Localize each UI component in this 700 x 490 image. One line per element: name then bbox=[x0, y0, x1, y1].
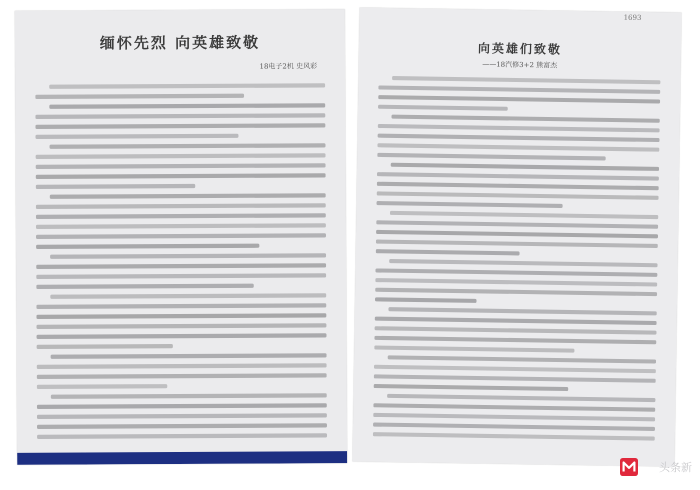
blurred-text-line bbox=[36, 163, 326, 169]
blurred-text-line bbox=[37, 423, 327, 429]
left-body-lines bbox=[35, 81, 327, 443]
left-essay-page bbox=[15, 9, 347, 465]
right-essay-page bbox=[352, 7, 681, 466]
blurred-text-line bbox=[36, 273, 326, 279]
blurred-text-line bbox=[388, 307, 656, 315]
blurred-text-line bbox=[36, 313, 326, 319]
blurred-text-line bbox=[49, 83, 325, 89]
blurred-text-line bbox=[374, 365, 656, 373]
blurred-text-line bbox=[374, 345, 574, 352]
blurred-text-line bbox=[50, 253, 326, 259]
blurred-text-line bbox=[35, 123, 325, 129]
blurred-text-line bbox=[36, 184, 196, 189]
blurred-text-line bbox=[391, 115, 659, 123]
blurred-text-line bbox=[374, 384, 569, 391]
blurred-text-line bbox=[36, 244, 259, 249]
blurred-text-line bbox=[377, 153, 605, 161]
blurred-text-line bbox=[378, 85, 660, 93]
blurred-text-line bbox=[377, 172, 659, 180]
blurred-text-line bbox=[373, 403, 655, 411]
blurred-text-line bbox=[36, 284, 254, 289]
blurred-text-line bbox=[36, 203, 326, 209]
blurred-text-line bbox=[378, 134, 660, 142]
blurred-text-line bbox=[36, 323, 326, 329]
blurred-text-line bbox=[375, 297, 477, 303]
blurred-text-line bbox=[37, 333, 327, 339]
blurred-text-line bbox=[373, 423, 655, 431]
left-page-byline: 18电子2机 史风彩 bbox=[259, 62, 318, 71]
blurred-text-line bbox=[37, 344, 173, 349]
blurred-text-line bbox=[377, 191, 659, 199]
blurred-text-line bbox=[377, 182, 659, 190]
blurred-text-line bbox=[378, 105, 508, 111]
blurred-text-line bbox=[387, 394, 655, 402]
blurred-text-line bbox=[376, 249, 520, 255]
right-page-body-text bbox=[373, 74, 661, 444]
blurred-text-line bbox=[35, 94, 244, 99]
blurred-text-line bbox=[50, 143, 326, 149]
blurred-text-line bbox=[388, 355, 656, 363]
blurred-text-line bbox=[49, 103, 325, 109]
m-logo-icon bbox=[620, 458, 638, 476]
blurred-text-line bbox=[375, 288, 657, 296]
blurred-text-line bbox=[376, 220, 658, 228]
blurred-text-line bbox=[36, 263, 326, 269]
blurred-text-line bbox=[378, 124, 660, 132]
blurred-text-line bbox=[373, 432, 655, 440]
blurred-text-line bbox=[36, 223, 326, 229]
blurred-text-line bbox=[374, 336, 656, 344]
blurred-text-line bbox=[37, 413, 327, 419]
right-body-lines bbox=[373, 74, 661, 444]
blurred-text-line bbox=[375, 317, 657, 325]
blurred-text-line bbox=[375, 278, 657, 286]
blurred-text-line bbox=[376, 240, 658, 248]
blurred-text-line bbox=[35, 113, 325, 119]
left-page-bottom-strip bbox=[17, 451, 347, 465]
blurred-text-line bbox=[51, 393, 327, 399]
left-page-title: 缅怀先烈 向英雄致敬 bbox=[99, 33, 261, 53]
blurred-text-line bbox=[391, 163, 659, 171]
blurred-text-line bbox=[35, 134, 238, 139]
blurred-text-line bbox=[36, 303, 326, 309]
blurred-text-line bbox=[373, 413, 655, 421]
blurred-text-line bbox=[390, 211, 658, 219]
blurred-text-line bbox=[51, 353, 327, 359]
right-page-byline: ——18汽修3+2 熊富杰 bbox=[482, 60, 558, 70]
blurred-text-line bbox=[37, 384, 168, 389]
blurred-text-line bbox=[36, 233, 326, 239]
blurred-text-line bbox=[36, 173, 326, 179]
blurred-text-line bbox=[374, 374, 656, 382]
blurred-text-line bbox=[389, 259, 657, 267]
blurred-text-line bbox=[37, 433, 327, 439]
blurred-text-line bbox=[377, 143, 659, 151]
blurred-text-line bbox=[36, 153, 326, 159]
blurred-text-line bbox=[375, 326, 657, 334]
blurred-text-line bbox=[37, 403, 327, 409]
blurred-text-line bbox=[37, 373, 327, 379]
blurred-text-line bbox=[36, 213, 326, 219]
right-page-title: 向英雄们致敬 bbox=[477, 41, 563, 57]
blurred-text-line bbox=[376, 201, 562, 208]
left-page-body-text bbox=[35, 81, 327, 443]
blurred-text-line bbox=[375, 268, 657, 276]
watermark-text: 头条新 bbox=[659, 461, 692, 474]
blurred-text-line bbox=[378, 95, 660, 103]
blurred-text-line bbox=[37, 363, 327, 369]
blurred-text-line bbox=[50, 193, 326, 199]
right-page-number: 1693 bbox=[623, 13, 642, 22]
blurred-text-line bbox=[376, 230, 658, 238]
blurred-text-line bbox=[50, 293, 326, 299]
blurred-text-line bbox=[392, 76, 660, 84]
